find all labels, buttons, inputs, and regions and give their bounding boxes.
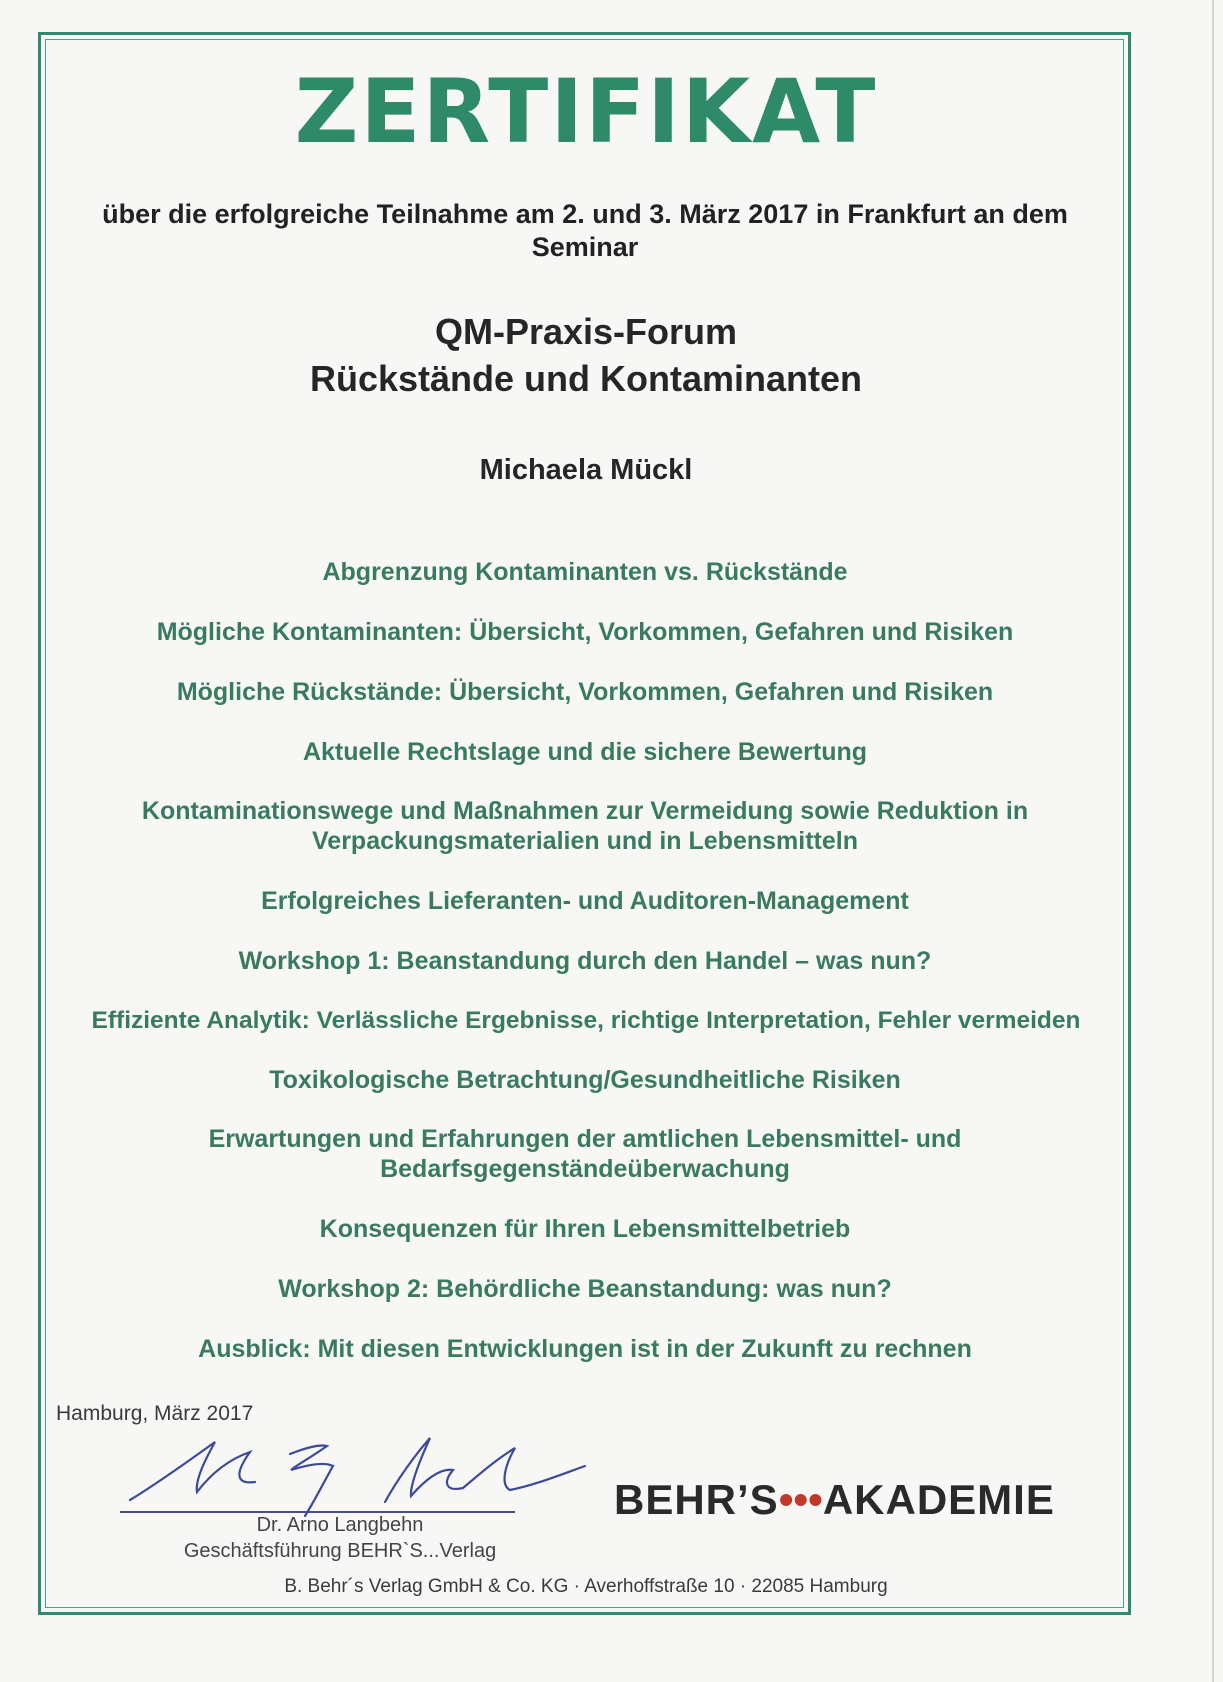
- brand-name-left: BEHR’S: [614, 1476, 779, 1523]
- participant-name: Michaela Mückl: [479, 454, 693, 486]
- participation-statement: [70, 198, 1100, 264]
- scan-edge: [1212, 0, 1214, 1682]
- topic-item-continued: Verpackungsmaterialien und in Lebensmitteln: [312, 827, 858, 855]
- brand-dots: •••: [778, 1476, 823, 1523]
- topic-item: Workshop 2: Behördliche Beanstandung: was nun?: [278, 1275, 892, 1303]
- topic-item-continued: Bedarfsgegenständeüberwachung: [380, 1155, 790, 1183]
- seminar-title-line-2: Rückstände und Kontaminanten: [309, 358, 863, 399]
- signatory-name: Dr. Arno Langbehn: [256, 1514, 424, 1536]
- topic-item: Abgrenzung Kontaminanten vs. Rückstände: [322, 558, 848, 586]
- topic-item: Ausblick: Mit diesen Entwicklungen ist in der Zukunft zu rechnen: [198, 1335, 972, 1363]
- place-and-date: Hamburg, März 2017: [56, 1402, 254, 1425]
- topic-item: Mögliche Rückstände: Übersicht, Vorkommen, Gefahren und Risiken: [176, 678, 994, 706]
- certificate-title: ZERTIFIKAT: [294, 60, 878, 163]
- topic-item: Konsequenzen für Ihren Lebensmittelbetrieb: [319, 1215, 851, 1243]
- behrs-akademie-logo: [614, 1476, 1055, 1524]
- topic-item: Effiziente Analytik: Verlässliche Ergebnisse, richtige Interpretation, Fehler vermeiden: [91, 1007, 1081, 1034]
- seminar-title: [0, 308, 1172, 402]
- participation-statement-line-1: über die erfolgreiche Teilnahme am 2. und 3. März 2017 in Frankfurt an dem: [102, 199, 1068, 229]
- participation-statement-line-2: Seminar: [531, 232, 639, 262]
- signatory-role: Geschäftsführung BEHR`S...Verlag: [183, 1540, 497, 1562]
- topic-item: Workshop 1: Beanstandung durch den Handel – was nun?: [238, 947, 932, 975]
- topic-item: Erfolgreiches Lieferanten- und Auditoren-Management: [261, 887, 909, 915]
- publisher-address: B. Behr´s Verlag GmbH & Co. KG · Averhoffstraße 10 · 22085 Hamburg: [284, 1576, 888, 1597]
- topic-item: Mögliche Kontaminanten: Übersicht, Vorkommen, Gefahren und Risiken: [156, 618, 1014, 646]
- seminar-title-line-1: QM-Praxis-Forum: [434, 311, 738, 352]
- brand-name-right: AKADEMIE: [822, 1476, 1055, 1523]
- handwritten-signature: [115, 1430, 595, 1520]
- topic-item: Erwartungen und Erfahrungen der amtlichen Lebensmittel- und: [208, 1125, 962, 1153]
- topic-item: Toxikologische Betrachtung/Gesundheitliche Risiken: [269, 1066, 901, 1094]
- signatory: [120, 1512, 560, 1564]
- topic-item: Kontaminationswege und Maßnahmen zur Vermeidung sowie Reduktion in: [141, 797, 1029, 825]
- topic-item: Aktuelle Rechtslage und die sichere Bewertung: [302, 738, 868, 766]
